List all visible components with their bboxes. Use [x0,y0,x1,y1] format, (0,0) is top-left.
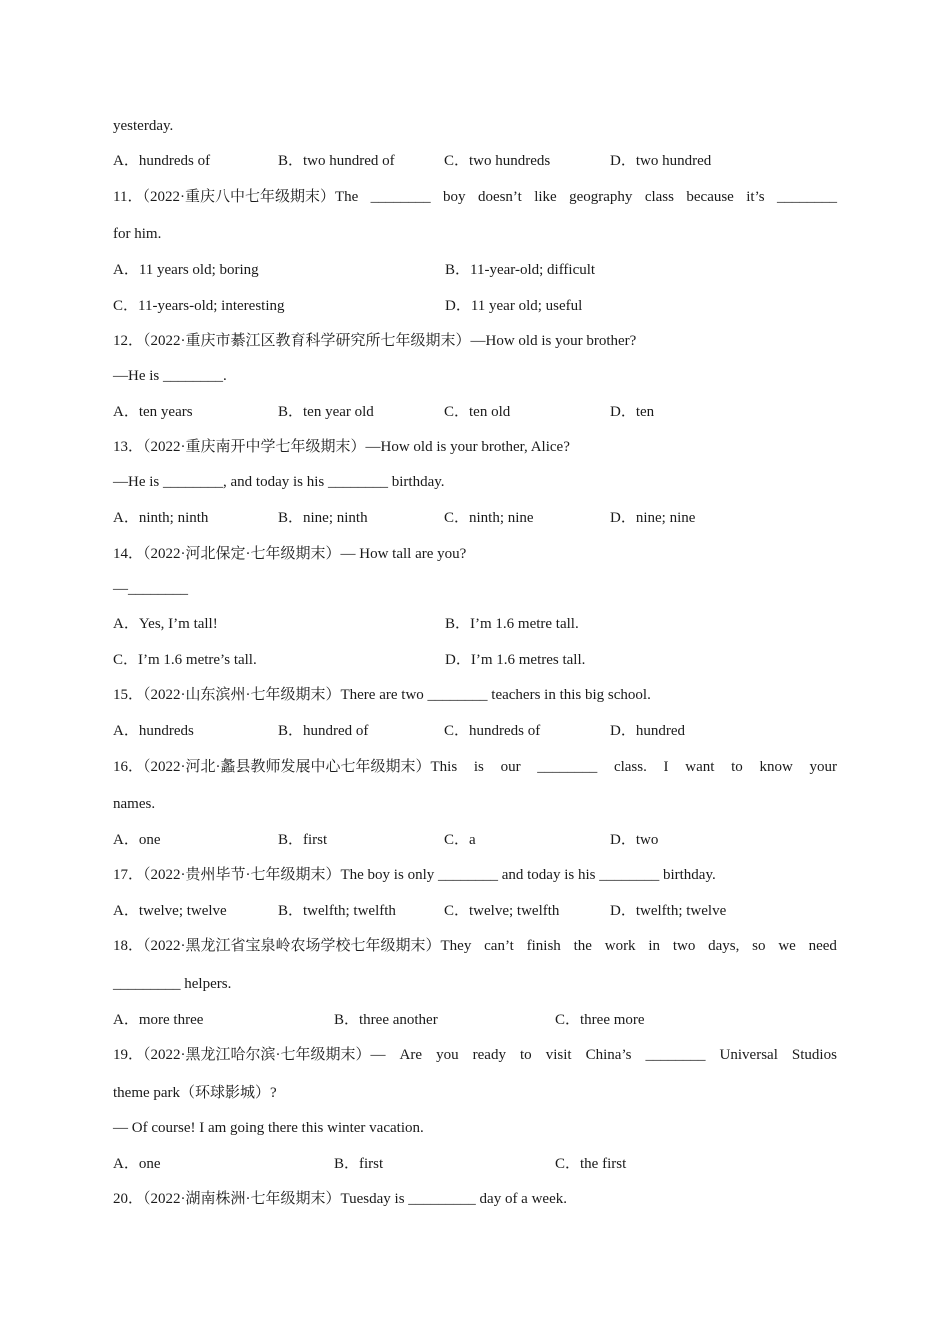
q18-word: the [573,938,592,954]
q16-stem-line1 [113,757,837,777]
q11-stem-line1 [113,187,837,207]
q14-option-c: C．I’m 1.6 metre’s tall. [113,652,257,668]
q17-stem-line1: 17．（2022·贵州毕节·七年级期末）The boy is only ________ and today is his ________ birthday. [113,867,716,883]
q14-option-a: A．Yes, I’m tall! [113,616,218,632]
q19-blank: ________ [645,1047,706,1063]
q18-stem-line2: _________ helpers. [113,976,232,992]
q19-word: you [436,1047,459,1063]
q16-option-d: D．two [610,832,659,848]
q18-word: work [604,938,636,954]
q19-option-c: C．the first [555,1156,627,1172]
q16-word: is [473,759,484,775]
q20-stem-line1: 20．（2022·湖南株洲·七年级期末）Tuesday is _________ day of a week. [113,1191,567,1207]
q12-option-b: B．ten year old [278,404,374,420]
q19-word: Studios [791,1047,837,1063]
q11-word: boy [443,189,466,205]
q12-stem-line2: —He is ________. [113,368,227,384]
q16-stem-line2: names. [113,796,156,812]
q11-option-b: B．11-year-old; difficult [445,262,596,278]
q17-option-a: A．twelve; twelve [113,903,227,919]
q16-word: I [663,759,669,775]
q19-word: to [520,1047,532,1063]
q12-option-d: D．ten [610,404,655,420]
q12-option-c: C．ten old [444,404,511,420]
q15-option-d: D．hundred [610,723,685,739]
q16-blank: ________ [537,759,598,775]
q11-word: like [534,189,557,205]
q18-word: can’t [484,938,514,954]
q19-option-a: A．one [113,1156,161,1172]
q10-continuation: yesterday. [113,118,174,134]
q18-word: two [672,938,696,954]
q18-word: finish [526,938,561,954]
q11-option-c: C．11-years-old; interesting [113,298,285,314]
q13-stem-line2: —He is ________, and today is his ________ birthday. [113,474,445,490]
q19-word: 19．（2022·黑龙江哈尔滨·七年级期末）— [113,1047,386,1063]
q16-word: our [500,759,521,775]
q19-word: China’s [585,1047,632,1063]
q18-word: so [752,938,766,954]
q12-option-a: A．ten years [113,404,193,420]
q19-stem-line2: theme park（环球影城）? [113,1085,277,1101]
q11-blank: ________ [370,189,431,205]
q13-option-a: A．ninth; ninth [113,510,209,526]
q10-option-a: A．hundreds of [113,153,211,169]
q14-stem-line2: —________ [113,581,188,597]
q19-stem-line1 [113,1045,837,1065]
q14-stem-line1: 14．（2022·河北保定·七年级期末）— How tall are you? [113,546,467,562]
q11-word: because [686,189,734,205]
q10-option-c: C．two hundreds [444,153,551,169]
q11-option-d: D．11 year old; useful [445,298,583,314]
q17-option-c: C．twelve; twelfth [444,903,560,919]
q12-stem-line1: 12．（2022·重庆市綦江区教育科学研究所七年级期末）—How old is your brother? [113,333,637,349]
q11-blank: ________ [776,189,837,205]
q14-option-b: B．I’m 1.6 metre tall. [445,616,579,632]
q18-word: we [778,938,796,954]
q11-word: doesn’t [477,189,522,205]
q19-word: Are [399,1047,423,1063]
q18-word: days, [708,938,740,954]
q15-option-b: B．hundred of [278,723,369,739]
q18-stem-line1 [113,936,837,956]
q19-word: Universal [719,1047,778,1063]
q19-word: ready [472,1047,506,1063]
q17-option-b: B．twelfth; twelfth [278,903,396,919]
q16-option-b: B．first [278,832,328,848]
q16-word: class. [613,759,647,775]
q18-word: 18．（2022·黑龙江省宝泉岭农场学校七年级期末）They [113,938,472,954]
q13-stem-line1: 13．（2022·重庆南开中学七年级期末）—How old is your brother, Alice? [113,439,570,455]
q19-stem-line3: — Of course! I am going there this winter vacation. [113,1120,424,1136]
q11-option-a: A．11 years old; boring [113,262,259,278]
q17-option-d: D．twelfth; twelve [610,903,727,919]
q16-word: know [759,759,793,775]
q10-option-d: D．two hundred [610,153,712,169]
q10-option-b: B．two hundred of [278,153,395,169]
q16-option-a: A．one [113,832,161,848]
q18-word: need [808,938,837,954]
q18-option-c: C．three more [555,1012,645,1028]
q16-word: want [685,759,715,775]
q11-word: it’s [746,189,765,205]
q13-option-d: D．nine; nine [610,510,696,526]
q18-option-b: B．three another [334,1012,438,1028]
q16-option-c: C．a [444,832,476,848]
q15-option-c: C．hundreds of [444,723,541,739]
q11-word: 11．（2022·重庆八中七年级期末）The [113,189,359,205]
q19-word: visit [545,1047,572,1063]
q13-option-b: B．nine; ninth [278,510,368,526]
q11-stem-line2: for him. [113,226,162,242]
q14-option-d: D．I’m 1.6 metres tall. [445,652,586,668]
q19-option-b: B．first [334,1156,384,1172]
q15-stem-line1: 15．（2022·山东滨州·七年级期末）There are two ________ teachers in this big school. [113,687,651,703]
q11-word: class [644,189,674,205]
q16-word: your [809,759,837,775]
q11-word: geography [569,189,633,205]
q18-word: in [648,938,661,954]
q16-word: 16．（2022·河北·蠡县教师发展中心七年级期末）This [113,759,458,775]
q18-option-a: A．more three [113,1012,204,1028]
q15-option-a: A．hundreds [113,723,194,739]
q16-word: to [731,759,743,775]
q13-option-c: C．ninth; nine [444,510,534,526]
